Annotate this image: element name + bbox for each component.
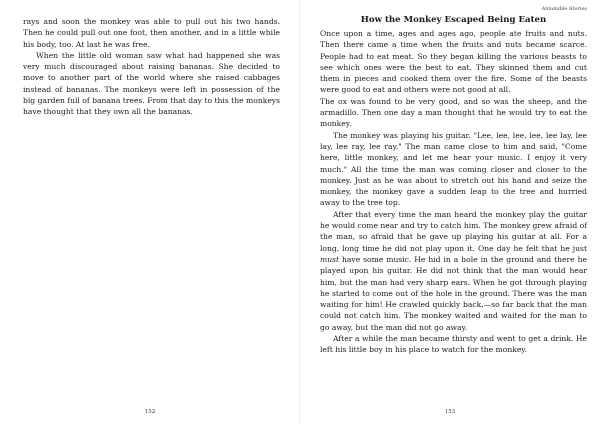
left-paragraph-1: rays and soon the monkey was able to pull out his two hands. Then he could pull out one foot, then another, and in a little while his body, too. At last he was free. xyxy=(23,17,280,49)
left-paragraph-2: When the little old woman saw what had happened she was very much discouraged about raising bananas. She decided to move to another part of the world where she raised cabbages instead of bananas. The monkeys were left in possession of the big garden full of banana trees. From that day to this the monkeys have thought that they own all the bananas. xyxy=(23,50,280,117)
right-paragraph-2: The ox was found to be very good, and so was the sheep, and the armadillo. Then one day a man thought that he would try to eat the monkey. xyxy=(320,96,587,129)
paragraph-4-part-2: have some music. He hid in a hole in the ground and there he played upon his guitar. He did not think that the man would hear him, but the man had very sharp ears. When he got through playing he started to come out of the hole in the ground. There was the man waiting for him! He crawled quickly back,—so far back that the man could not catch him. The monkey waited and waited for the man to go away, but the man did not go away. xyxy=(320,254,587,332)
page-number-right: 153 xyxy=(444,409,456,415)
page-number-left: 152 xyxy=(144,409,156,415)
right-paragraph-4 xyxy=(320,209,587,333)
chapter-title: How the Monkey Escaped Being Eaten xyxy=(360,15,547,25)
emphasis-must: must xyxy=(320,254,340,264)
paragraph-4-part-1: After that every time the man heard the monkey play the guitar he would come near and try to catch him. The monkey grew afraid of the man, so afraid that he gave up playing his guitar at all. For a long, long time he did not play upon it. One day he felt that he just xyxy=(320,209,588,253)
right-page xyxy=(300,0,600,424)
right-paragraph-1: Once upon a time, ages and ages ago, people ate fruits and nuts. Then there came a time when the fruits and nuts became scarce. People had to eat meat. So they began killing the various beasts to see which ones were the best to eat. They skinned them and cut them in pieces and cooked them over the fire. Some of the beasts were good to eat and others were not good at all. xyxy=(320,29,587,95)
right-paragraph-3: The monkey was playing his guitar. "Lee, lee, lee, lee, lee lay, lee lay, lee ray, lee ray." The man came close to him and said, "Come here, little monkey, and let me hear your music. I enjoy it very much." All the time the man was coming closer and closer to the monkey. Just as he was about to stretch out his hand and seize the monkey, the monkey gave a sudden leap to the tree and hurried away to the tree top. xyxy=(320,130,587,208)
right-paragraph-5: After a while the man became thirsty and went to get a drink. He left his little boy in his place to watch for the monkey. xyxy=(320,334,587,355)
running-head: Annotable Stories xyxy=(541,6,587,12)
